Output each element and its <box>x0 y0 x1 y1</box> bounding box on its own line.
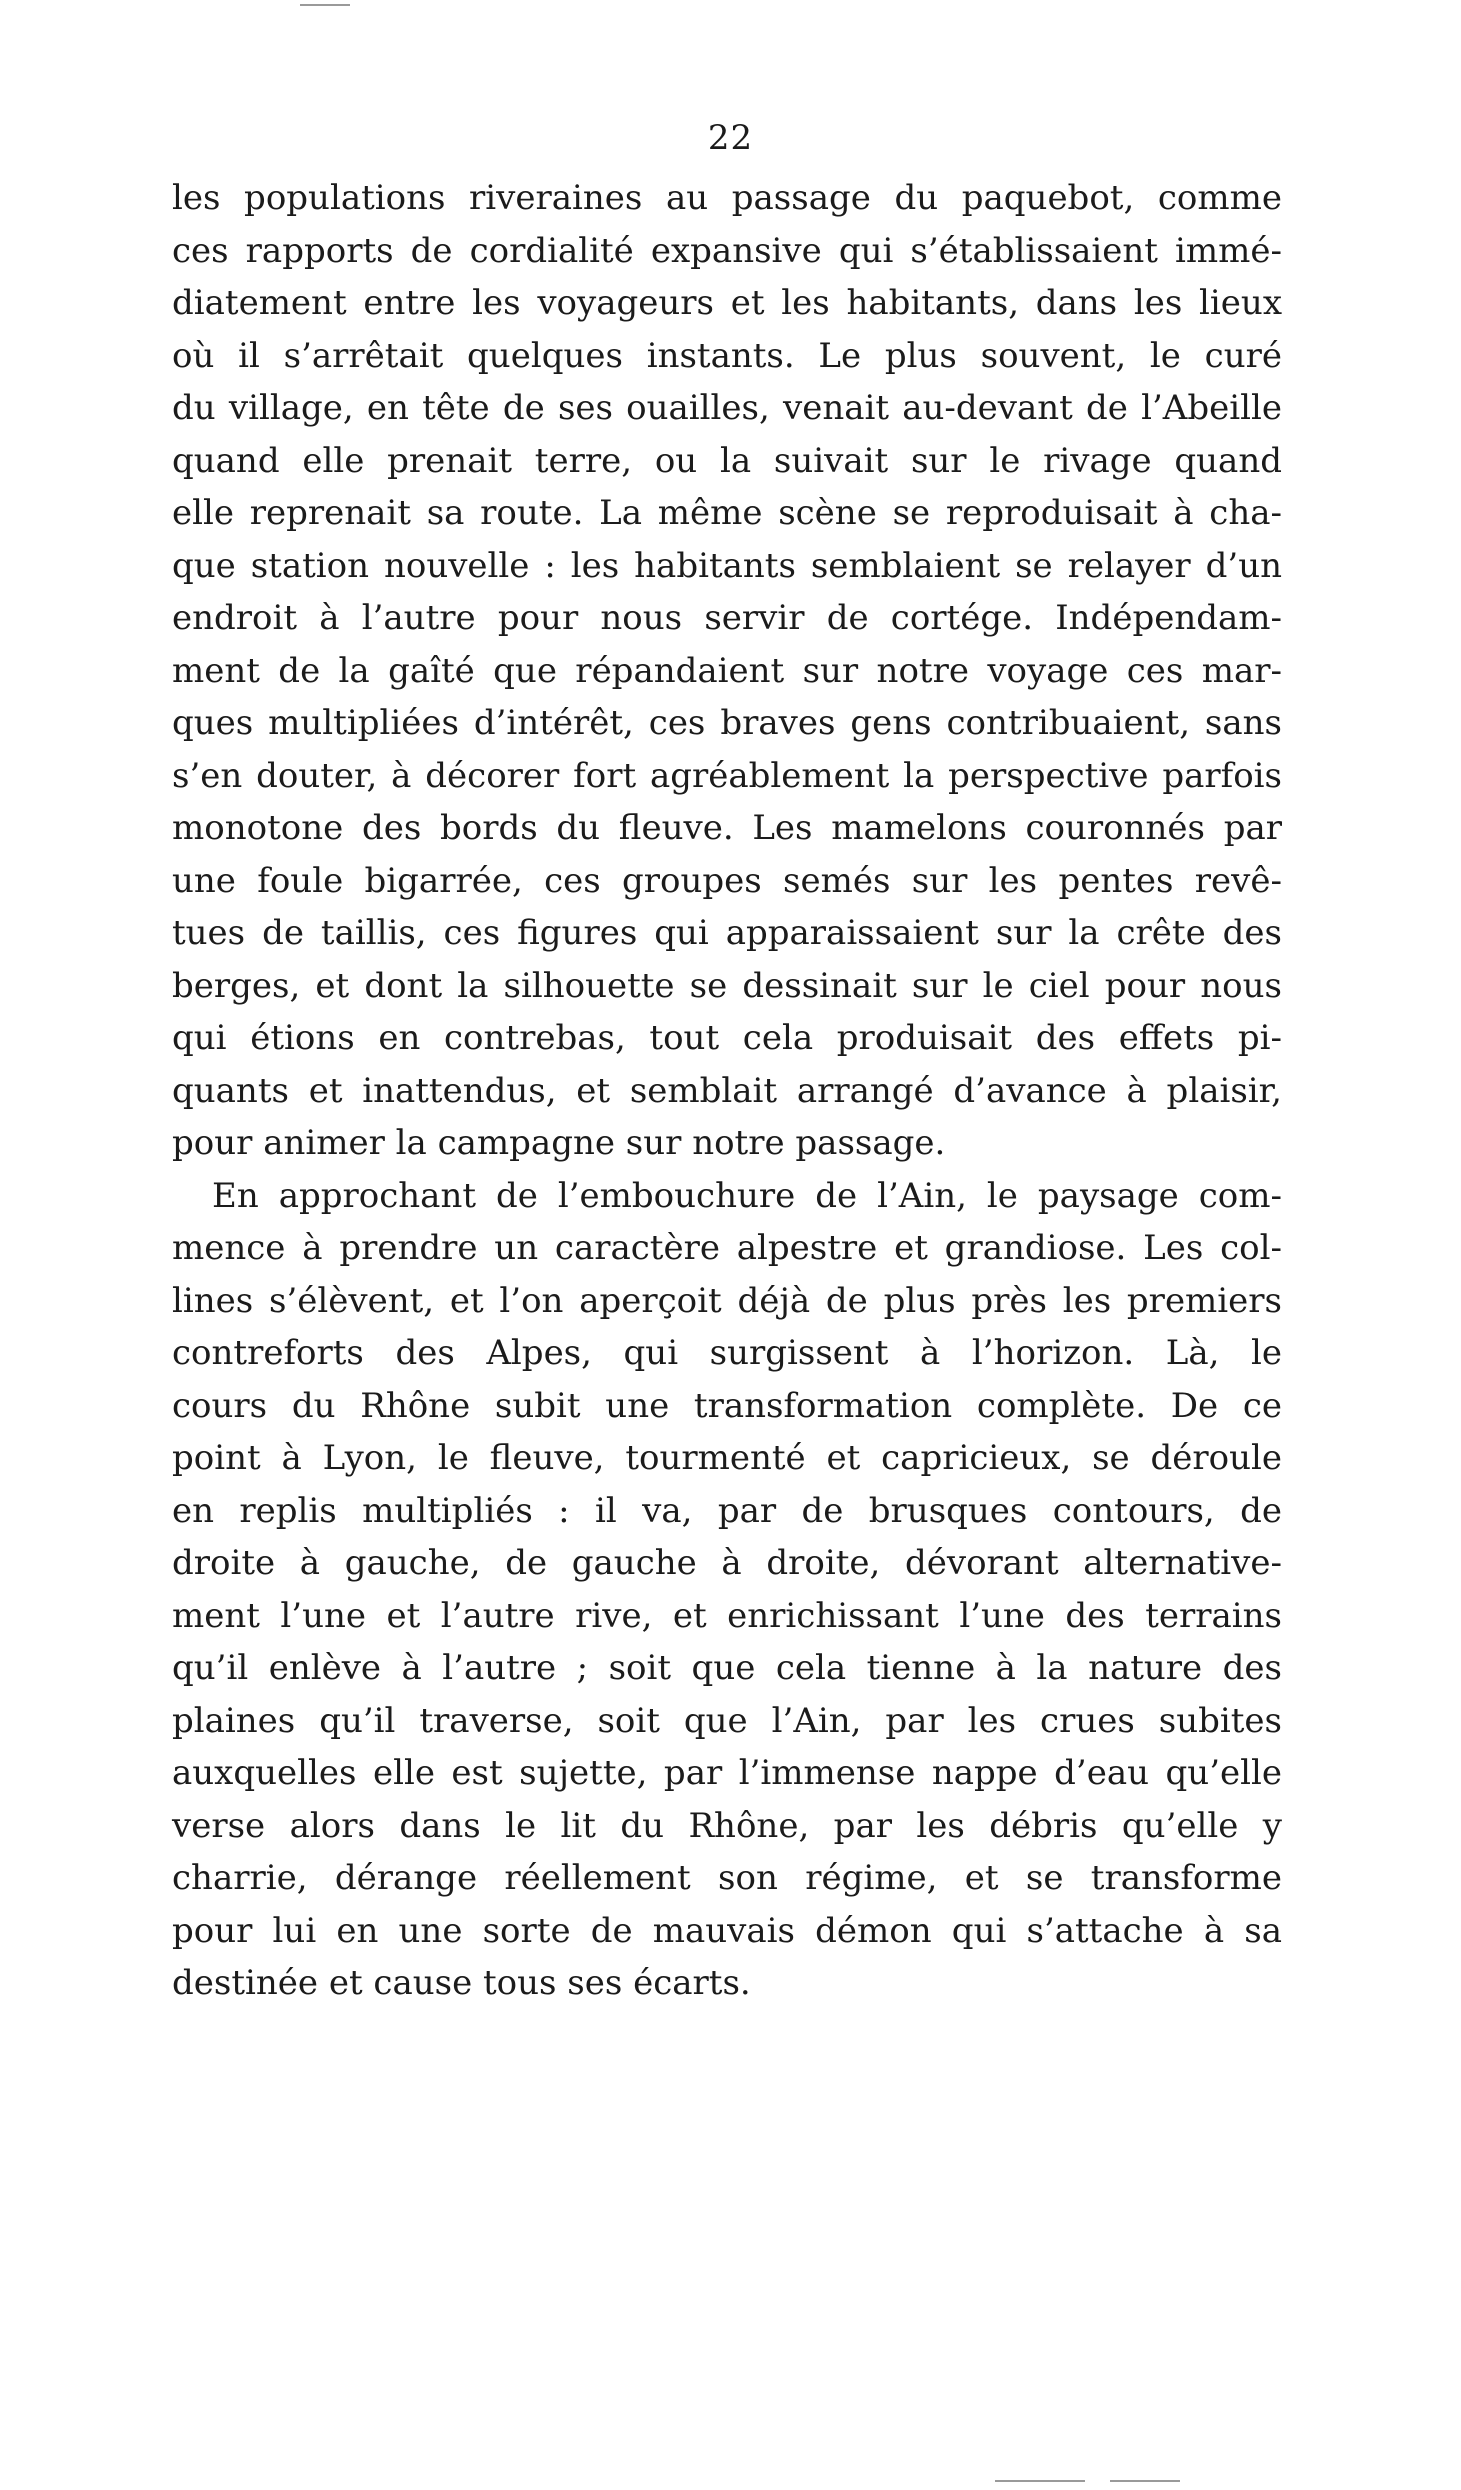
text-line: ques multipliées d’intérêt, ces braves gens contribuaient, sans <box>172 703 1282 743</box>
text-line: quants et inattendus, et semblait arrangé d’avance à plaisir, <box>172 1070 1282 1111</box>
text-line: elle reprenait sa route. La même scène se reproduisait à cha- <box>172 493 1282 533</box>
text-line: droite à gauche, de gauche à droite, dévorant alternative- <box>172 1543 1282 1583</box>
paragraph-first-line: En approchant de l’embouchure de l’Ain, le paysage com- <box>212 1175 1282 1216</box>
text-line: contreforts des Alpes, qui surgissent à l’horizon. Là, le <box>172 1333 1282 1373</box>
text-line: point à Lyon, le fleuve, tourmenté et capricieux, se déroule <box>172 1438 1282 1478</box>
text-line: mence à prendre un caractère alpestre et grandiose. Les col- <box>172 1228 1282 1268</box>
text-line: lines s’élèvent, et l’on aperçoit déjà de plus près les premiers <box>172 1280 1282 1321</box>
text-line: diatement entre les voyageurs et les habitants, dans les lieux <box>172 283 1282 323</box>
text-line: en replis multipliés : il va, par de brusques contours, de <box>172 1490 1282 1531</box>
scan-mark-bottom-right <box>1110 2480 1180 2482</box>
text-line: s’en douter, à décorer fort agréablement la perspective parfois <box>172 755 1282 796</box>
scan-mark-top <box>300 4 350 6</box>
text-line: ces rapports de cordialité expansive qui s’établissaient immé- <box>172 230 1282 271</box>
text-line: cours du Rhône subit une transformation complète. De ce <box>172 1385 1282 1426</box>
paragraph-last-line: destinée et cause tous ses écarts. <box>172 1963 751 2003</box>
body-text <box>172 172 1282 2010</box>
text-line: plaines qu’il traverse, soit que l’Ain, par les crues subites <box>172 1700 1282 1741</box>
text-line: verse alors dans le lit du Rhône, par les débris qu’elle y <box>172 1805 1282 1846</box>
text-line: une foule bigarrée, ces groupes semés sur les pentes revê- <box>172 860 1282 901</box>
text-line: que station nouvelle : les habitants semblaient se relayer d’un <box>172 545 1282 586</box>
text-line: berges, et dont la silhouette se dessinait sur le ciel pour nous <box>172 965 1282 1006</box>
text-line: pour lui en une sorte de mauvais démon qui s’attache à sa <box>172 1910 1282 1951</box>
text-line: où il s’arrêtait quelques instants. Le plus souvent, le curé <box>172 335 1282 376</box>
text-line: auxquelles elle est sujette, par l’immense nappe d’eau qu’elle <box>172 1753 1282 1793</box>
text-line: les populations riveraines au passage du paquebot, comme <box>172 178 1282 218</box>
text-line: du village, en tête de ses ouailles, venait au-devant de l’Abeille <box>172 388 1282 428</box>
text-line: charrie, dérange réellement son régime, et se transforme <box>172 1858 1282 1898</box>
text-line: ment l’une et l’autre rive, et enrichissant l’une des terrains <box>172 1595 1282 1636</box>
page-number: 22 <box>707 118 754 158</box>
text-line: tues de taillis, ces figures qui apparaissaient sur la crête des <box>172 913 1282 953</box>
text-line: monotone des bords du fleuve. Les mamelons couronnés par <box>172 808 1282 848</box>
text-line: quand elle prenait terre, ou la suivait sur le rivage quand <box>172 440 1282 481</box>
text-line: ment de la gaîté que répandaient sur notre voyage ces mar- <box>172 650 1282 691</box>
scan-mark-bottom-left <box>995 2480 1085 2482</box>
paragraph-last-line: pour animer la campagne sur notre passage. <box>172 1123 946 1163</box>
text-line: endroit à l’autre pour nous servir de cortége. Indépendam- <box>172 598 1282 638</box>
text-line: qui étions en contrebas, tout cela produisait des effets pi- <box>172 1018 1282 1058</box>
text-line: qu’il enlève à l’autre ; soit que cela tienne à la nature des <box>172 1648 1282 1688</box>
